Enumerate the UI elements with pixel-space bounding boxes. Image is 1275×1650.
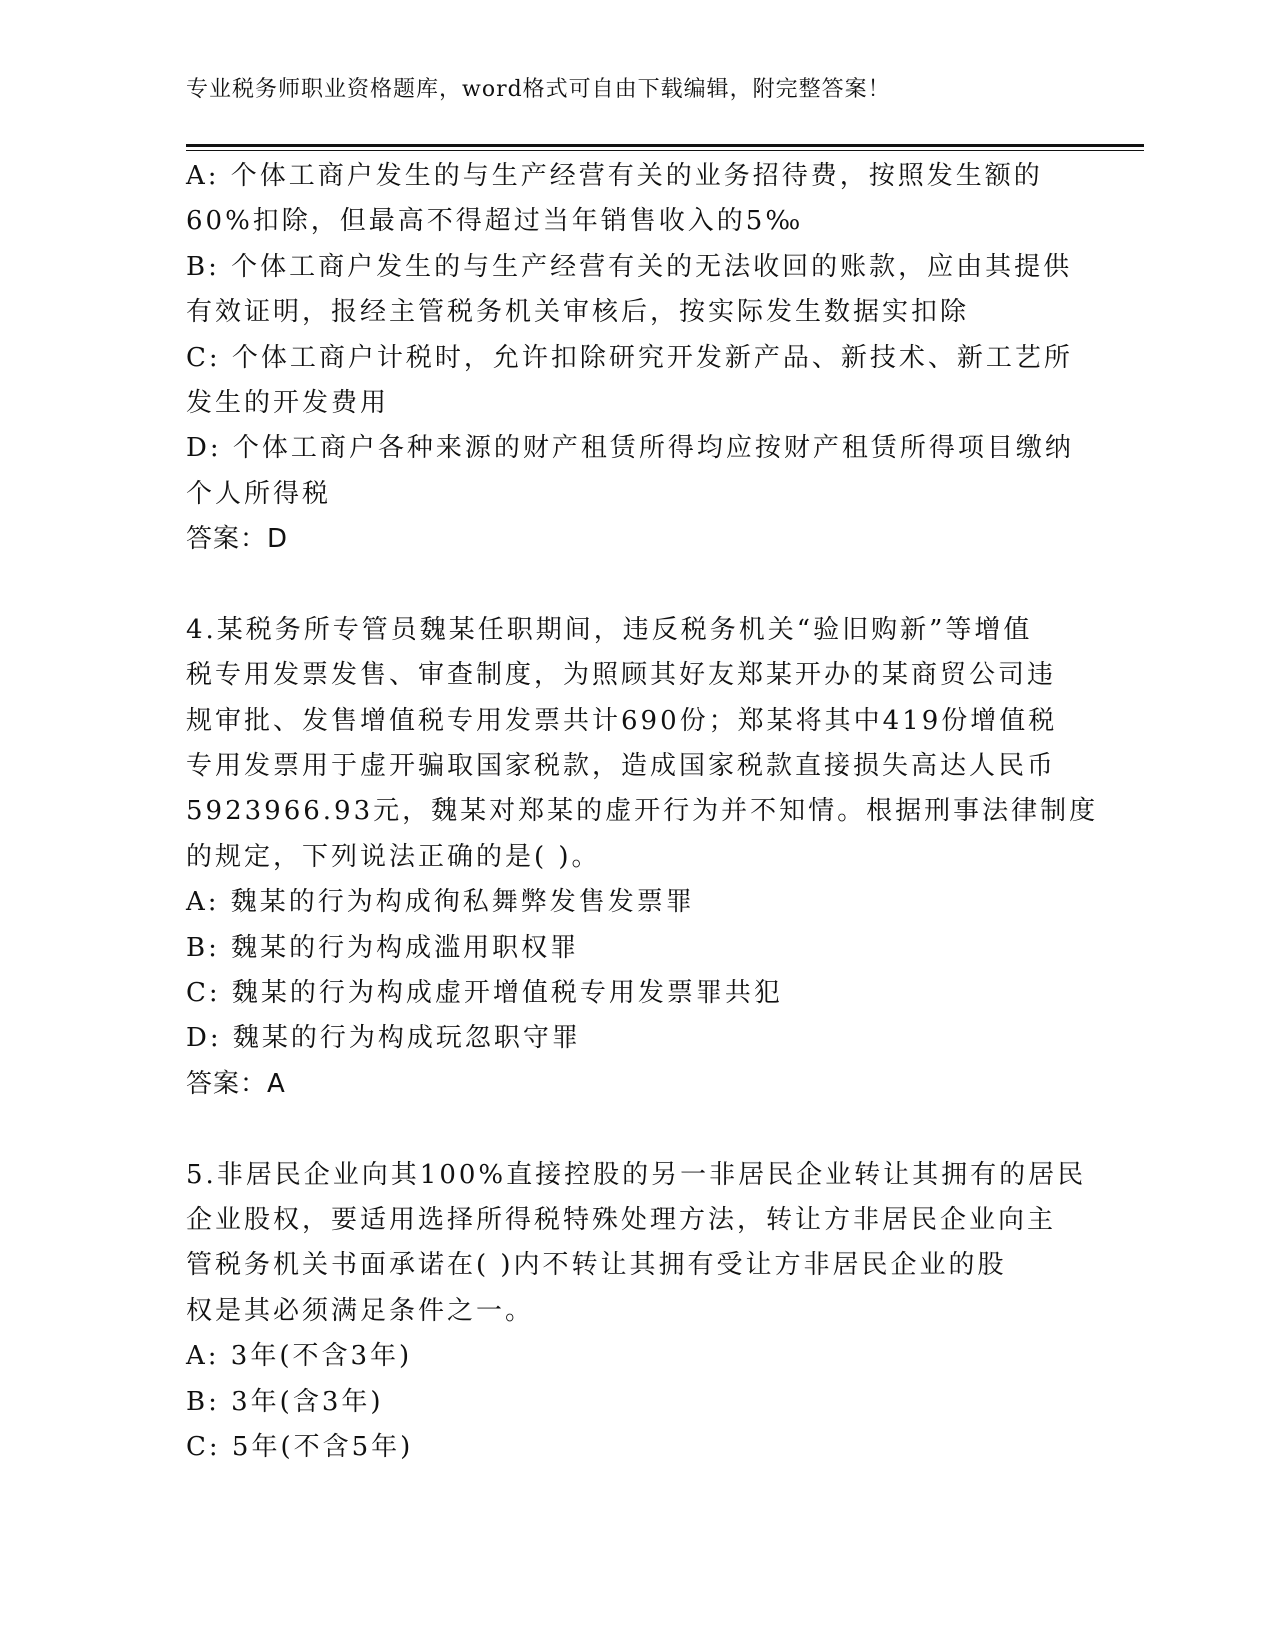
q4-stem-line-2: 税专用发票发售、审查制度，为照顾其好友郑某开办的某商贸公司违: [186, 660, 1057, 691]
q4-stem-line-6: 的规定，下列说法正确的是( )。: [186, 841, 601, 872]
q5-stem-line-1: 5.非居民企业向其100%直接控股的另一非居民企业转让其拥有的居民: [186, 1159, 1087, 1190]
q3-option-b-line-1: B: 个体工商户发生的与生产经营有关的无法收回的账款，应由其提供: [186, 251, 1073, 282]
q3-option-b-line-2: 有效证明，报经主管税务机关审核后，按实际发生数据实扣除: [186, 297, 970, 328]
q5-option-c: C: 5年(不含5年): [186, 1431, 414, 1462]
question-5: [186, 1153, 1146, 1471]
q3-option-c-line-1: C: 个体工商户计税时，允许扣除研究开发新产品、新技术、新工艺所: [186, 342, 1073, 373]
q3-option-a-line-2: 60%扣除，但最高不得超过当年销售收入的5‰: [186, 206, 804, 237]
q3-option-d-line-1: D: 个体工商户各种来源的财产租赁所得均应按财产租赁所得项目缴纳: [186, 433, 1074, 464]
q3-option-c-line-2: 发生的开发费用: [186, 387, 390, 418]
spacer: [186, 1107, 1146, 1152]
q5-stem-line-3: 管税务机关书面承诺在( )内不转让其拥有受让方非居民企业的股: [186, 1250, 1007, 1281]
spacer: [186, 563, 1146, 608]
q4-option-d: D: 魏某的行为构成玩忽职守罪: [186, 1023, 581, 1054]
q4-option-a: A: 魏某的行为构成徇私舞弊发售发票罪: [186, 887, 695, 918]
q4-stem-line-1: 4.某税务所专管员魏某任职期间，违反税务机关“验旧购新”等增值: [186, 614, 1033, 645]
q5-stem-line-2: 企业股权，要适用选择所得税特殊处理方法，转让方非居民企业向主: [186, 1204, 1057, 1235]
q4-option-c: C: 魏某的行为构成虚开增值税专用发票罪共犯: [186, 978, 783, 1009]
page-header: 专业税务师职业资格题库，word格式可自由下载编辑，附完整答案！: [186, 77, 891, 102]
question-4: [186, 608, 1146, 1107]
header-rule-thin: [186, 150, 1144, 151]
question-3: [186, 154, 1146, 563]
q3-option-d-line-2: 个人所得税: [186, 478, 332, 509]
q3-answer: 答案：D: [186, 524, 289, 555]
q4-answer: 答案：A: [186, 1068, 286, 1099]
header-rule-thick: [186, 144, 1144, 147]
q4-stem-line-4: 专用发票用于虚开骗取国家税款，造成国家税款直接损失高达人民币: [186, 751, 1057, 782]
q4-stem-line-5: 5923966.93元，魏某对郑某的虚开行为并不知情。根据刑事法律制度: [186, 796, 1099, 827]
q4-stem-line-3: 规审批、发售增值税专用发票共计690份；郑某将其中419份增值税: [186, 705, 1058, 736]
q5-stem-line-4: 权是其必须满足条件之一。: [186, 1295, 535, 1326]
q4-option-b: B: 魏某的行为构成滥用职权罪: [186, 932, 580, 963]
document-body: [186, 154, 1146, 1470]
q5-option-a: A: 3年(不含3年): [186, 1341, 413, 1372]
q3-option-a-line-1: A: 个体工商户发生的与生产经营有关的业务招待费，按照发生额的: [186, 161, 1043, 191]
q5-option-b: B: 3年(含3年): [186, 1386, 384, 1417]
